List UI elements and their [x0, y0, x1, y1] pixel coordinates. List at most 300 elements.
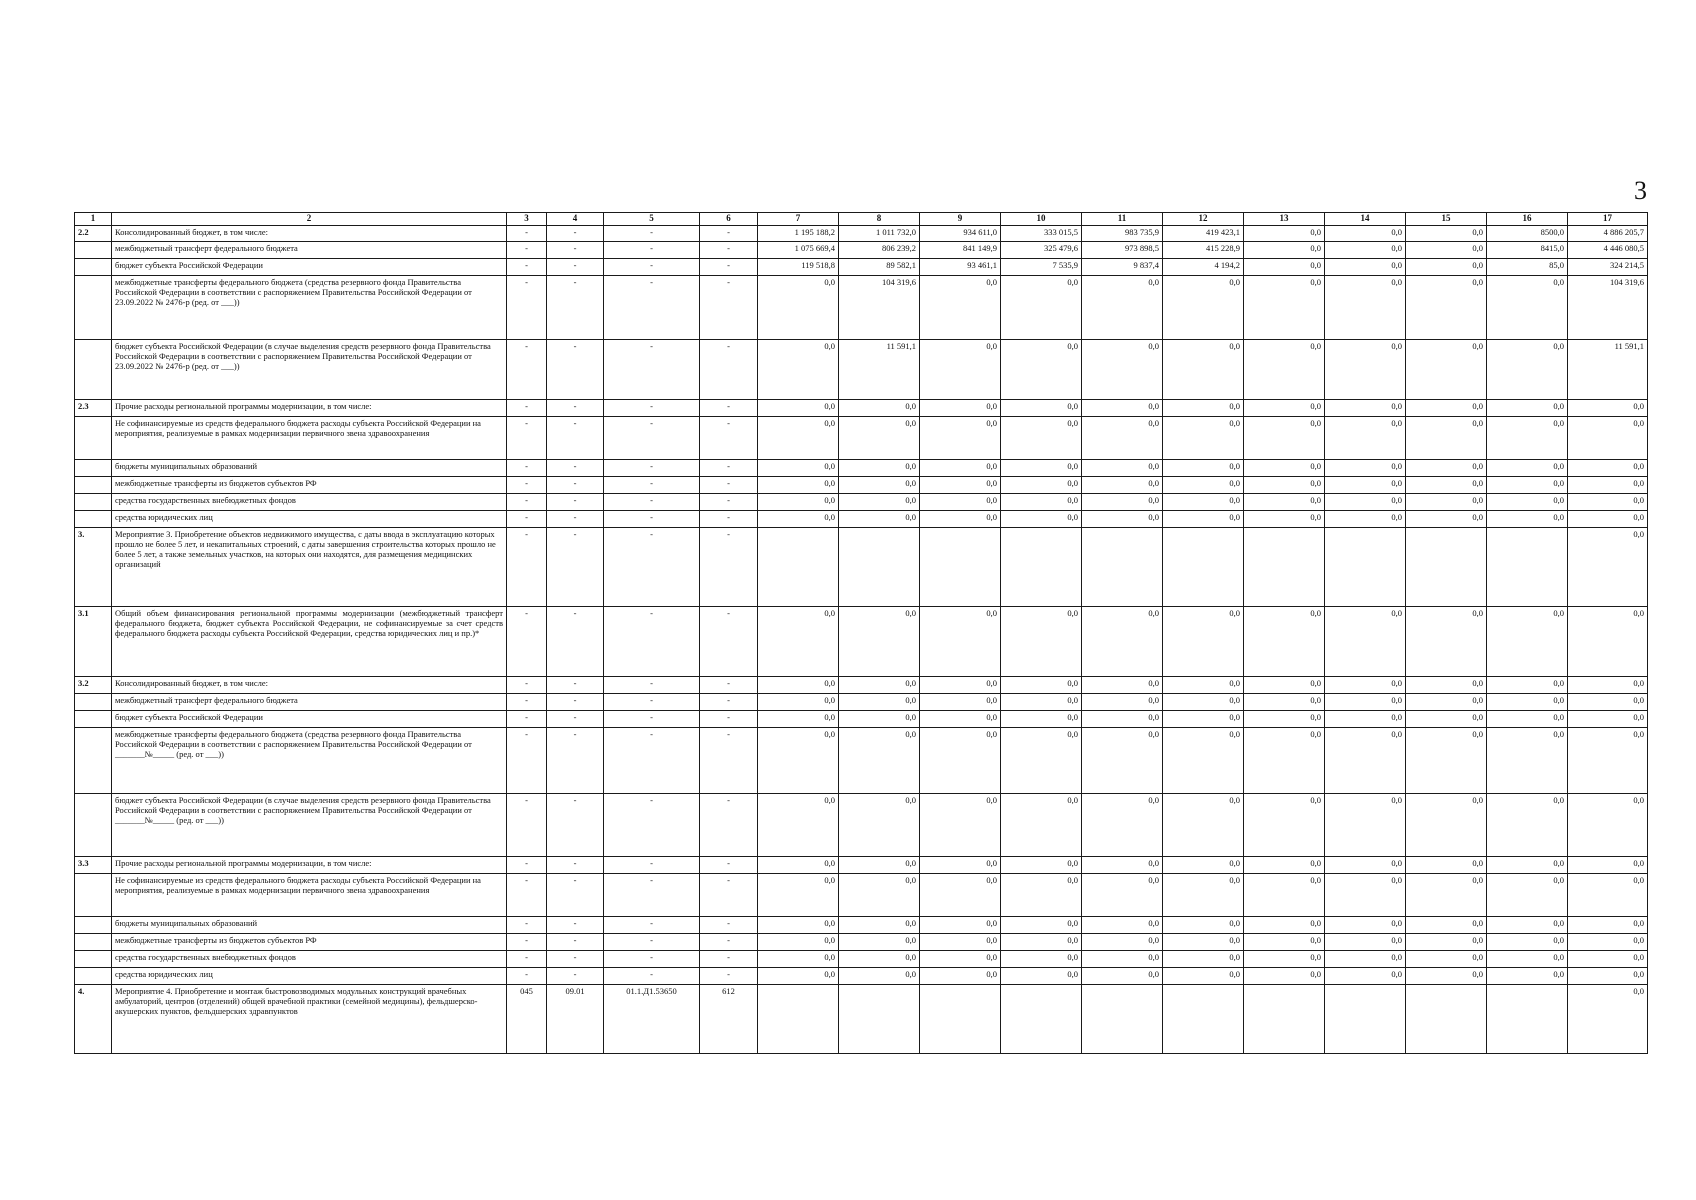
- row-value-cell: [920, 985, 1001, 1054]
- row-value-cell: 0,0: [1244, 694, 1325, 711]
- row-value-cell: 11 591,1: [1568, 340, 1648, 400]
- row-value-cell: 0,0: [758, 794, 839, 857]
- row-value-cell: 0,0: [1001, 934, 1082, 951]
- row-code-cell: -: [604, 794, 700, 857]
- row-value-cell: 0,0: [1001, 417, 1082, 460]
- row-value-cell: 0,0: [1244, 242, 1325, 259]
- row-value-cell: 0,0: [1001, 857, 1082, 874]
- row-value-cell: 0,0: [1163, 511, 1244, 528]
- row-code-cell: -: [507, 968, 547, 985]
- row-code-cell: -: [700, 242, 758, 259]
- row-code-cell: -: [700, 677, 758, 694]
- row-value-cell: 0,0: [1082, 694, 1163, 711]
- row-value-cell: 0,0: [1487, 917, 1568, 934]
- table-row: [75, 511, 1648, 528]
- row-value-cell: 0,0: [1568, 528, 1648, 607]
- row-value-cell: 0,0: [758, 417, 839, 460]
- row-index: [75, 694, 112, 711]
- row-value-cell: 0,0: [1244, 677, 1325, 694]
- row-value-cell: 934 611,0: [920, 226, 1001, 242]
- row-code-cell: -: [547, 874, 604, 917]
- row-value-cell: 0,0: [1406, 728, 1487, 794]
- row-value-cell: 0,0: [1325, 259, 1406, 276]
- row-value-cell: 7 535,9: [1001, 259, 1082, 276]
- row-code-cell: -: [507, 694, 547, 711]
- row-code-cell: -: [604, 694, 700, 711]
- row-value-cell: 0,0: [1406, 677, 1487, 694]
- row-value-cell: 0,0: [920, 934, 1001, 951]
- row-value-cell: 0,0: [1001, 874, 1082, 917]
- row-code-cell: -: [547, 477, 604, 494]
- row-description: бюджет субъекта Российской Федерации (в случае выделения средств резервного фонда Правительства Российской Федерации в соответствии с распоряжением Правительства Российской Федерации от 23.09.2022 № 2476-р (ред. от ___)): [112, 340, 507, 400]
- row-value-cell: 0,0: [1325, 607, 1406, 677]
- row-code-cell: -: [604, 400, 700, 417]
- row-code-cell: -: [507, 677, 547, 694]
- row-value-cell: 0,0: [920, 400, 1001, 417]
- row-value-cell: 0,0: [839, 694, 920, 711]
- row-value-cell: 806 239,2: [839, 242, 920, 259]
- row-value-cell: 0,0: [1406, 226, 1487, 242]
- row-value-cell: [1244, 985, 1325, 1054]
- row-value-cell: 0,0: [1325, 711, 1406, 728]
- row-value-cell: 119 518,8: [758, 259, 839, 276]
- row-value-cell: 0,0: [1001, 607, 1082, 677]
- row-code-cell: -: [507, 857, 547, 874]
- row-value-cell: 0,0: [758, 511, 839, 528]
- row-code-cell: -: [547, 677, 604, 694]
- row-value-cell: 0,0: [1406, 794, 1487, 857]
- row-code-cell: -: [547, 607, 604, 677]
- row-value-cell: [1163, 528, 1244, 607]
- row-value-cell: 0,0: [1244, 968, 1325, 985]
- row-value-cell: 0,0: [920, 857, 1001, 874]
- row-value-cell: 0,0: [1163, 340, 1244, 400]
- row-value-cell: 0,0: [1406, 340, 1487, 400]
- row-code-cell: -: [604, 728, 700, 794]
- row-description: межбюджетный трансферт федерального бюджета: [112, 694, 507, 711]
- row-description: бюджеты муниципальных образований: [112, 460, 507, 477]
- table-row: [75, 259, 1648, 276]
- row-value-cell: 0,0: [1244, 460, 1325, 477]
- row-value-cell: 0,0: [1325, 694, 1406, 711]
- table-row: [75, 494, 1648, 511]
- row-value-cell: 0,0: [1568, 460, 1648, 477]
- column-number: 8: [839, 213, 920, 226]
- row-description: межбюджетные трансферты из бюджетов субъектов РФ: [112, 934, 507, 951]
- row-value-cell: 0,0: [1487, 400, 1568, 417]
- row-value-cell: 0,0: [920, 607, 1001, 677]
- row-code-cell: -: [507, 340, 547, 400]
- row-value-cell: 0,0: [1568, 728, 1648, 794]
- row-index: [75, 494, 112, 511]
- row-value-cell: 0,0: [1163, 794, 1244, 857]
- row-code-cell: -: [700, 917, 758, 934]
- row-code-cell: -: [700, 694, 758, 711]
- row-value-cell: 0,0: [1082, 276, 1163, 340]
- row-value-cell: 0,0: [1082, 917, 1163, 934]
- row-value-cell: 0,0: [1406, 417, 1487, 460]
- row-value-cell: [1001, 985, 1082, 1054]
- row-value-cell: 0,0: [1568, 794, 1648, 857]
- row-description: Не софинансируемые из средств федерального бюджета расходы субъекта Российской Федерации на мероприятия, реализуемые в рамках модернизации первичного звена здравоохранения: [112, 417, 507, 460]
- column-number: 16: [1487, 213, 1568, 226]
- column-number: 11: [1082, 213, 1163, 226]
- row-value-cell: 0,0: [758, 728, 839, 794]
- row-code-cell: -: [507, 242, 547, 259]
- row-value-cell: [758, 985, 839, 1054]
- row-value-cell: 0,0: [1163, 934, 1244, 951]
- row-code-cell: -: [604, 259, 700, 276]
- row-value-cell: 0,0: [1244, 226, 1325, 242]
- row-value-cell: 0,0: [1406, 276, 1487, 340]
- row-value-cell: 0,0: [920, 460, 1001, 477]
- row-code-cell: -: [547, 528, 604, 607]
- row-value-cell: 0,0: [1082, 511, 1163, 528]
- row-value-cell: [839, 528, 920, 607]
- row-code-cell: -: [604, 607, 700, 677]
- row-value-cell: 11 591,1: [839, 340, 920, 400]
- row-index: [75, 276, 112, 340]
- table-row: [75, 677, 1648, 694]
- table-row: [75, 728, 1648, 794]
- row-code-cell: -: [604, 934, 700, 951]
- row-value-cell: 0,0: [1568, 934, 1648, 951]
- row-value-cell: 0,0: [1325, 417, 1406, 460]
- row-value-cell: 8500,0: [1487, 226, 1568, 242]
- row-code-cell: -: [547, 511, 604, 528]
- row-code-cell: -: [507, 400, 547, 417]
- row-value-cell: 0,0: [1001, 477, 1082, 494]
- row-code-cell: -: [700, 874, 758, 917]
- row-value-cell: 0,0: [1244, 400, 1325, 417]
- row-value-cell: 0,0: [1568, 607, 1648, 677]
- row-index: 3.2: [75, 677, 112, 694]
- row-code-cell: -: [547, 494, 604, 511]
- row-code-cell: -: [700, 728, 758, 794]
- row-code-cell: -: [604, 276, 700, 340]
- row-index: [75, 242, 112, 259]
- row-description: средства юридических лиц: [112, 968, 507, 985]
- row-value-cell: 983 735,9: [1082, 226, 1163, 242]
- table-row: [75, 607, 1648, 677]
- row-value-cell: 0,0: [758, 951, 839, 968]
- table-row: [75, 711, 1648, 728]
- row-value-cell: 0,0: [1325, 340, 1406, 400]
- table-row: [75, 694, 1648, 711]
- column-number: 3: [507, 213, 547, 226]
- table-row: [75, 874, 1648, 917]
- row-code-cell: -: [604, 511, 700, 528]
- row-code-cell: -: [547, 259, 604, 276]
- row-value-cell: 0,0: [1163, 968, 1244, 985]
- column-number: 10: [1001, 213, 1082, 226]
- row-value-cell: 0,0: [839, 728, 920, 794]
- row-code-cell: -: [547, 728, 604, 794]
- row-value-cell: 0,0: [839, 857, 920, 874]
- row-code-cell: -: [604, 857, 700, 874]
- row-value-cell: 0,0: [1568, 494, 1648, 511]
- row-value-cell: 0,0: [1244, 494, 1325, 511]
- row-code-cell: -: [604, 711, 700, 728]
- row-value-cell: 0,0: [1001, 711, 1082, 728]
- row-value-cell: 0,0: [1244, 874, 1325, 917]
- table-row: [75, 340, 1648, 400]
- row-value-cell: 0,0: [1163, 677, 1244, 694]
- row-description: межбюджетные трансферты из бюджетов субъектов РФ: [112, 477, 507, 494]
- row-value-cell: 0,0: [1244, 951, 1325, 968]
- row-value-cell: 0,0: [1325, 917, 1406, 934]
- row-value-cell: 4 446 080,5: [1568, 242, 1648, 259]
- row-value-cell: 0,0: [1487, 968, 1568, 985]
- row-value-cell: 0,0: [920, 917, 1001, 934]
- row-value-cell: 0,0: [1082, 968, 1163, 985]
- row-value-cell: 0,0: [839, 400, 920, 417]
- row-value-cell: 0,0: [1244, 417, 1325, 460]
- row-value-cell: 0,0: [920, 511, 1001, 528]
- row-code-cell: -: [547, 934, 604, 951]
- row-description: средства государственных внебюджетных фондов: [112, 951, 507, 968]
- row-value-cell: 0,0: [1082, 400, 1163, 417]
- row-value-cell: 0,0: [1406, 711, 1487, 728]
- table-row: [75, 460, 1648, 477]
- row-code-cell: 09.01: [547, 985, 604, 1054]
- row-value-cell: 0,0: [1406, 477, 1487, 494]
- row-description: средства государственных внебюджетных фондов: [112, 494, 507, 511]
- row-value-cell: 0,0: [1406, 460, 1487, 477]
- row-code-cell: -: [604, 477, 700, 494]
- row-description: Не софинансируемые из средств федерального бюджета расходы субъекта Российской Федерации на мероприятия, реализуемые в рамках модернизации первичного звена здравоохранения: [112, 874, 507, 917]
- row-code-cell: -: [507, 226, 547, 242]
- row-value-cell: 0,0: [1406, 934, 1487, 951]
- row-description: межбюджетный трансферт федерального бюджета: [112, 242, 507, 259]
- row-index: 2.3: [75, 400, 112, 417]
- row-code-cell: -: [700, 417, 758, 460]
- row-value-cell: 0,0: [758, 677, 839, 694]
- row-code-cell: -: [700, 528, 758, 607]
- row-value-cell: 0,0: [1082, 794, 1163, 857]
- row-value-cell: 0,0: [839, 460, 920, 477]
- row-value-cell: 0,0: [1487, 694, 1568, 711]
- row-value-cell: [1082, 985, 1163, 1054]
- row-code-cell: -: [700, 340, 758, 400]
- row-value-cell: 0,0: [1001, 460, 1082, 477]
- row-value-cell: 0,0: [1325, 460, 1406, 477]
- table-row: [75, 857, 1648, 874]
- row-value-cell: 0,0: [920, 951, 1001, 968]
- row-code-cell: -: [507, 494, 547, 511]
- row-value-cell: 0,0: [1082, 874, 1163, 917]
- row-index: 4.: [75, 985, 112, 1054]
- row-value-cell: 0,0: [1325, 677, 1406, 694]
- row-value-cell: 0,0: [758, 276, 839, 340]
- row-value-cell: 0,0: [1568, 511, 1648, 528]
- row-index: [75, 417, 112, 460]
- column-number: 1: [75, 213, 112, 226]
- column-number: 15: [1406, 213, 1487, 226]
- row-code-cell: -: [700, 794, 758, 857]
- row-description: Мероприятие 4. Приобретение и монтаж быстровозводимых модульных конструкций врачебных амбулаторий, центров (отделений) общей врачебной практики (семейной медицины), фельдшерско-акушерских пунктов, фельдшерских здравпунктов: [112, 985, 507, 1054]
- row-code-cell: 612: [700, 985, 758, 1054]
- row-value-cell: 0,0: [1487, 494, 1568, 511]
- row-value-cell: 0,0: [1082, 711, 1163, 728]
- row-value-cell: 0,0: [1163, 917, 1244, 934]
- row-value-cell: 0,0: [1082, 460, 1163, 477]
- row-value-cell: 0,0: [920, 794, 1001, 857]
- row-code-cell: -: [507, 951, 547, 968]
- column-number: 5: [604, 213, 700, 226]
- row-value-cell: 0,0: [1244, 276, 1325, 340]
- row-code-cell: 01.1.Д1.53650: [604, 985, 700, 1054]
- row-index: 3.1: [75, 607, 112, 677]
- row-code-cell: -: [700, 259, 758, 276]
- row-code-cell: -: [700, 934, 758, 951]
- row-value-cell: 0,0: [1487, 276, 1568, 340]
- row-value-cell: 0,0: [1244, 607, 1325, 677]
- row-value-cell: 4 194,2: [1163, 259, 1244, 276]
- row-value-cell: 0,0: [920, 728, 1001, 794]
- row-value-cell: 324 214,5: [1568, 259, 1648, 276]
- row-value-cell: 0,0: [1487, 711, 1568, 728]
- row-value-cell: [1406, 528, 1487, 607]
- row-value-cell: 0,0: [1487, 511, 1568, 528]
- column-number: 13: [1244, 213, 1325, 226]
- row-code-cell: -: [700, 968, 758, 985]
- row-value-cell: 0,0: [1001, 276, 1082, 340]
- row-value-cell: 0,0: [1487, 460, 1568, 477]
- row-description: межбюджетные трансферты федерального бюджета (средства резервного фонда Правительства Российской Федерации в соответствии с распоряжением Правительства Российской Федерации от 23.09.2022 № 2476-р (ред. от ___)): [112, 276, 507, 340]
- row-value-cell: 0,0: [758, 607, 839, 677]
- row-index: [75, 951, 112, 968]
- row-value-cell: 104 319,6: [1568, 276, 1648, 340]
- row-description: Общий объем финансирования региональной программы модернизации (межбюджетный трансферт федерального бюджета, бюджет субъекта Российской Федерации, не софинансируемые за счет средств федерального бюджета расходы субъекта Российской Федерации, средства юридических лиц и пр.)*: [112, 607, 507, 677]
- row-value-cell: 1 011 732,0: [839, 226, 920, 242]
- row-value-cell: [1001, 528, 1082, 607]
- row-value-cell: 0,0: [1568, 951, 1648, 968]
- row-value-cell: 0,0: [1244, 477, 1325, 494]
- row-value-cell: [1325, 528, 1406, 607]
- row-value-cell: 0,0: [758, 494, 839, 511]
- row-index: [75, 477, 112, 494]
- row-value-cell: [1487, 985, 1568, 1054]
- row-value-cell: 0,0: [1163, 477, 1244, 494]
- row-value-cell: 0,0: [1487, 340, 1568, 400]
- row-value-cell: 0,0: [1406, 400, 1487, 417]
- row-value-cell: 0,0: [1244, 857, 1325, 874]
- column-number-row: [75, 213, 1648, 226]
- row-code-cell: -: [547, 460, 604, 477]
- row-value-cell: 0,0: [839, 607, 920, 677]
- row-value-cell: 0,0: [1568, 985, 1648, 1054]
- row-value-cell: 0,0: [1001, 400, 1082, 417]
- row-code-cell: -: [507, 417, 547, 460]
- row-value-cell: 0,0: [758, 400, 839, 417]
- row-value-cell: 0,0: [1487, 934, 1568, 951]
- table-row: [75, 400, 1648, 417]
- row-value-cell: 0,0: [1325, 511, 1406, 528]
- row-code-cell: -: [547, 694, 604, 711]
- row-value-cell: 0,0: [758, 460, 839, 477]
- row-code-cell: -: [700, 951, 758, 968]
- row-code-cell: -: [547, 917, 604, 934]
- row-code-cell: -: [700, 511, 758, 528]
- row-value-cell: 0,0: [758, 934, 839, 951]
- table-body: [75, 213, 1648, 1054]
- row-value-cell: 0,0: [1001, 951, 1082, 968]
- row-value-cell: 0,0: [1325, 728, 1406, 794]
- row-value-cell: 0,0: [1487, 417, 1568, 460]
- table-row: [75, 417, 1648, 460]
- row-value-cell: 0,0: [920, 276, 1001, 340]
- row-code-cell: -: [547, 951, 604, 968]
- row-value-cell: 0,0: [920, 494, 1001, 511]
- row-value-cell: [758, 528, 839, 607]
- row-value-cell: 0,0: [1082, 607, 1163, 677]
- row-index: [75, 874, 112, 917]
- row-value-cell: 0,0: [1406, 259, 1487, 276]
- row-value-cell: 0,0: [1325, 794, 1406, 857]
- row-code-cell: 045: [507, 985, 547, 1054]
- row-value-cell: 0,0: [1001, 340, 1082, 400]
- row-value-cell: 0,0: [1082, 951, 1163, 968]
- row-code-cell: -: [700, 226, 758, 242]
- row-value-cell: 0,0: [1325, 968, 1406, 985]
- row-code-cell: -: [604, 528, 700, 607]
- row-code-cell: -: [547, 794, 604, 857]
- row-value-cell: 415 228,9: [1163, 242, 1244, 259]
- row-value-cell: 0,0: [1163, 711, 1244, 728]
- row-value-cell: [1163, 985, 1244, 1054]
- row-value-cell: 0,0: [1568, 917, 1648, 934]
- table-row: [75, 242, 1648, 259]
- row-value-cell: 0,0: [1487, 728, 1568, 794]
- row-value-cell: 0,0: [1406, 968, 1487, 985]
- row-value-cell: [1082, 528, 1163, 607]
- table-row: [75, 276, 1648, 340]
- row-code-cell: -: [547, 340, 604, 400]
- row-index: [75, 917, 112, 934]
- column-number: 9: [920, 213, 1001, 226]
- row-value-cell: 0,0: [1406, 694, 1487, 711]
- row-value-cell: 0,0: [1001, 917, 1082, 934]
- row-value-cell: 0,0: [1001, 728, 1082, 794]
- row-code-cell: -: [547, 242, 604, 259]
- row-value-cell: 0,0: [758, 857, 839, 874]
- row-value-cell: [1325, 985, 1406, 1054]
- row-value-cell: 0,0: [1082, 340, 1163, 400]
- row-value-cell: 9 837,4: [1082, 259, 1163, 276]
- row-value-cell: 85,0: [1487, 259, 1568, 276]
- row-index: [75, 934, 112, 951]
- row-value-cell: 0,0: [1001, 694, 1082, 711]
- row-value-cell: 0,0: [758, 711, 839, 728]
- row-value-cell: 0,0: [1082, 677, 1163, 694]
- row-value-cell: 0,0: [1244, 934, 1325, 951]
- row-value-cell: 0,0: [1487, 794, 1568, 857]
- row-description: средства юридических лиц: [112, 511, 507, 528]
- row-value-cell: 0,0: [920, 874, 1001, 917]
- row-index: [75, 460, 112, 477]
- row-value-cell: 0,0: [758, 917, 839, 934]
- row-value-cell: 0,0: [1406, 951, 1487, 968]
- row-code-cell: -: [604, 968, 700, 985]
- table-row: [75, 794, 1648, 857]
- row-code-cell: -: [604, 340, 700, 400]
- column-number: 14: [1325, 213, 1406, 226]
- row-value-cell: 0,0: [1244, 728, 1325, 794]
- row-value-cell: 0,0: [1325, 874, 1406, 917]
- row-code-cell: -: [700, 494, 758, 511]
- row-value-cell: 0,0: [1082, 857, 1163, 874]
